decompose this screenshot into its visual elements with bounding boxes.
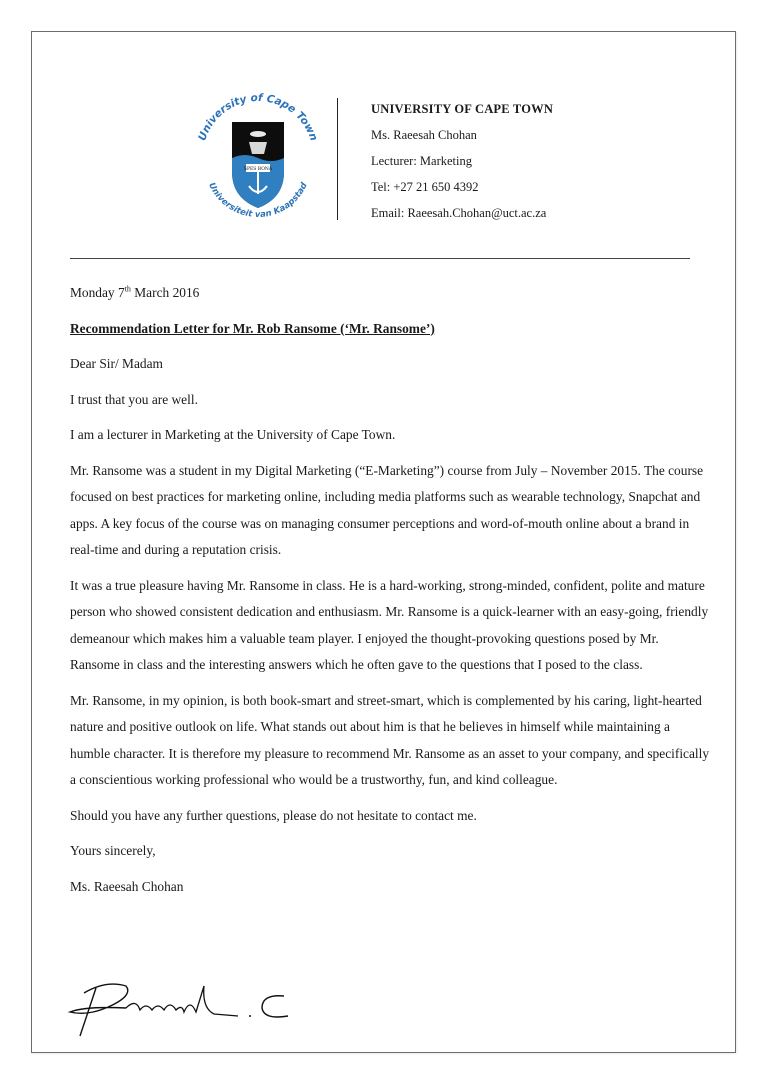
paragraph: It was a true pleasure having Mr. Ransome in class. He is a hard-working, strong-minded, confident, polite and mature person who showed consistent dedication and enthusiasm. Mr. Ransome is a quick-learner with an easy-going, friendly demeanour which makes him a valuable team player. I enjoyed the thought-provoking questions posed by Mr. Ransome in class and the interesting answers which he often gave to the questions that I posed to the class. <box>70 577 709 672</box>
sender-contact-block <box>371 96 553 226</box>
sender-name: Ms. Raeesah Chohan <box>371 128 477 142</box>
shield-icon <box>232 122 284 208</box>
header-rule <box>70 258 690 259</box>
letter-date: Monday 7th March 2016 <box>70 284 200 300</box>
signer-name: Ms. Raeesah Chohan <box>70 878 184 894</box>
university-crest-logo <box>183 86 333 224</box>
sender-email[interactable]: Email: Raeesah.Chohan@uct.ac.za <box>371 206 547 220</box>
svg-text:University of Cape Town: University of Cape Town <box>196 91 320 143</box>
paragraph: Mr. Ransome, in my opinion, is both book-smart and street-smart, which is complemented by his caring, light-hearted nature and positive outlook on life. What stands out about him is that he believes in himself while maintaining a humble character. It is therefore my pleasure to recommend Mr. Ransome as an asset to your company, and specifically a conscientious working professional who would be a trustworthy, fun, and kind colleague. <box>70 692 710 787</box>
letter-subject: Recommendation Letter for Mr. Rob Ransome (‘Mr. Ransome’) <box>70 320 435 336</box>
paragraph: Should you have any further questions, please do not hesitate to contact me. <box>70 807 477 823</box>
header-divider <box>337 98 338 220</box>
sender-title: Lecturer: Marketing <box>371 154 472 168</box>
paragraph: I am a lecturer in Marketing at the University of Cape Town. <box>70 427 396 442</box>
salutation: Dear Sir/ Madam <box>70 356 163 371</box>
paragraph: I trust that you are well. <box>70 391 198 407</box>
sender-phone: Tel: +27 21 650 4392 <box>371 180 479 194</box>
letter-body <box>70 280 710 909</box>
closing: Yours sincerely, <box>70 843 156 858</box>
svg-text:Universiteit van Kaapstad: Universiteit van Kaapstad <box>206 181 310 221</box>
handwritten-signature <box>66 968 296 1038</box>
paragraph: Mr. Ransome was a student in my Digital Marketing (“E-Marketing”) course from July – November 2015. The course focused on best practices for marketing online, including media platforms such as wearable technology, Snapchat and apps. A key focus of the course was on managing consumer perceptions and word-of-mouth online about a brand in real-time and during a reputation crisis. <box>70 462 704 557</box>
svg-text:SPES BONA: SPES BONA <box>243 167 273 172</box>
institution-name: UNIVERSITY OF CAPE TOWN <box>371 102 554 116</box>
